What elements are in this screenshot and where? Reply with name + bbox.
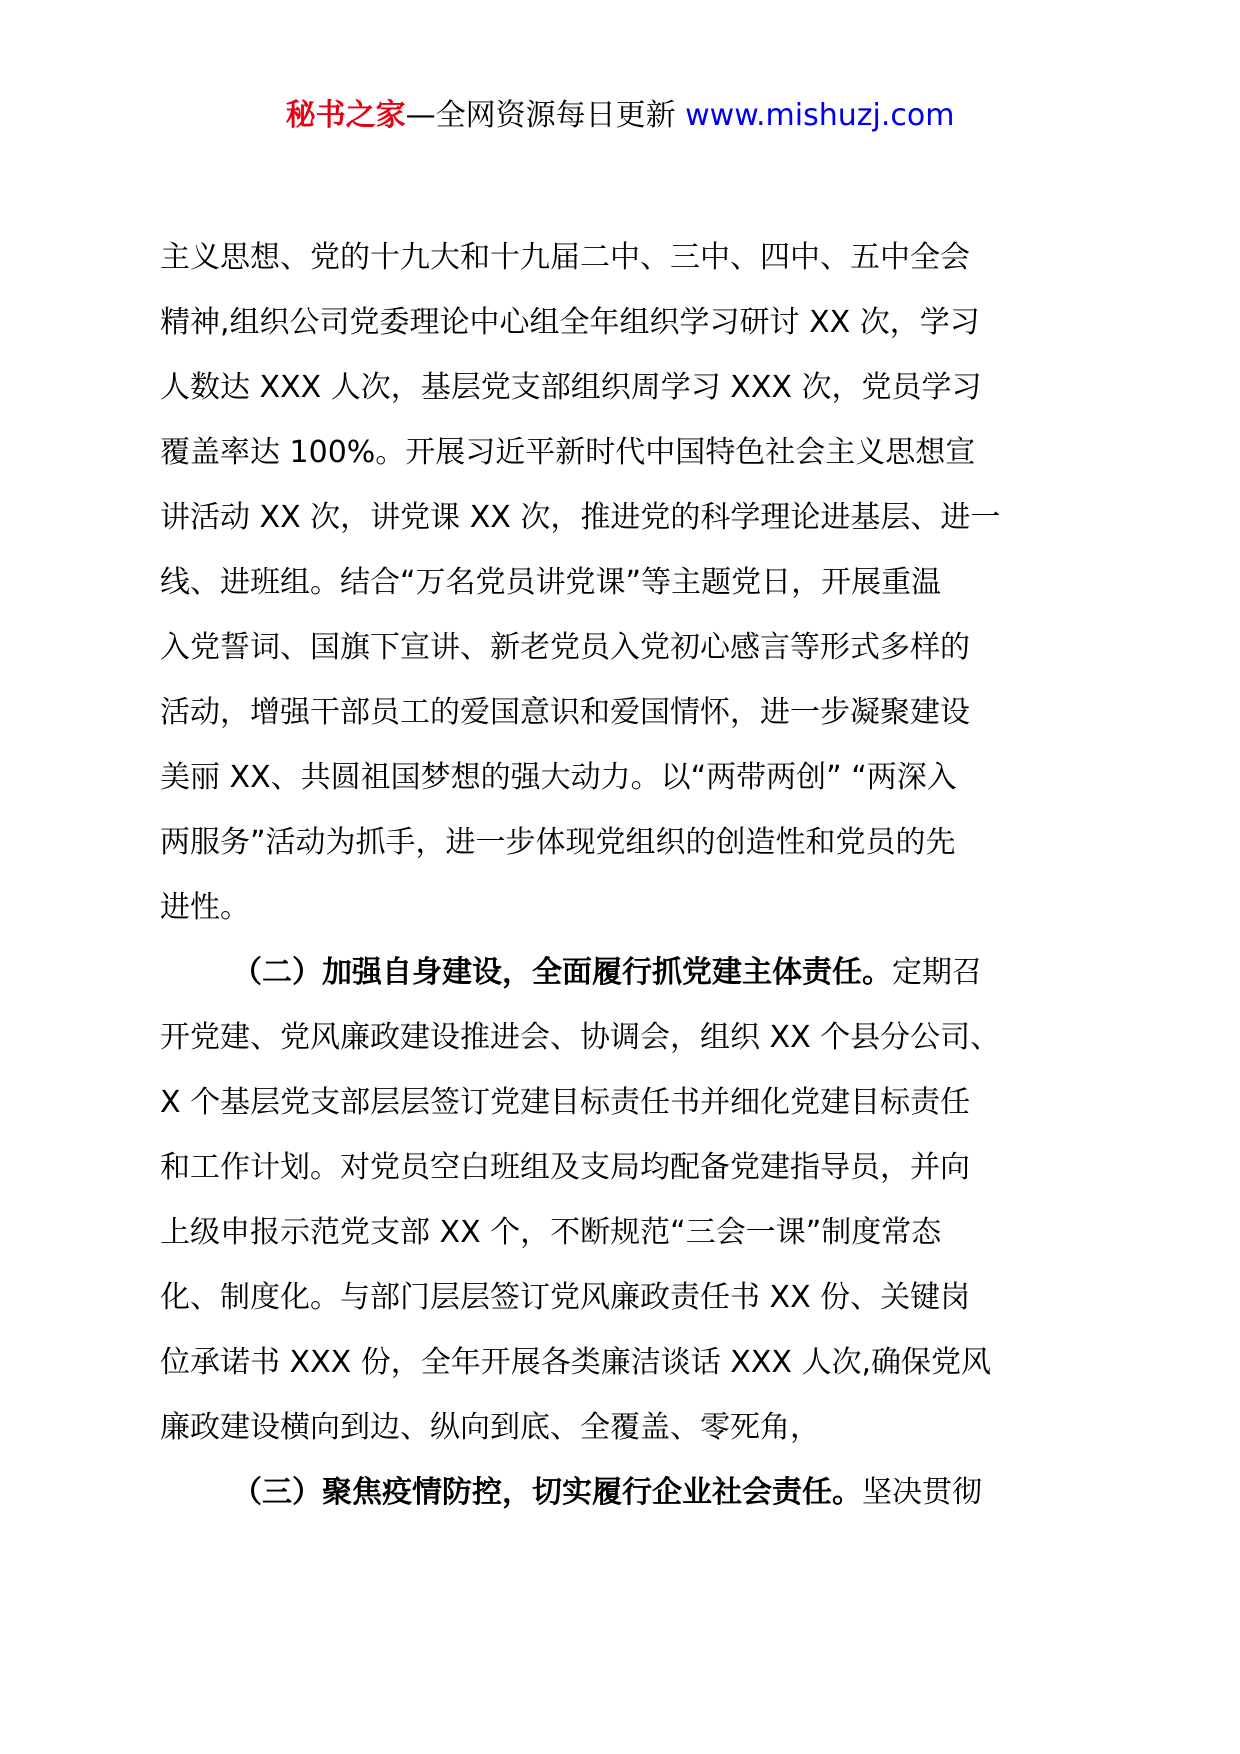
site-url-link[interactable]: www.mishuzj.com — [685, 98, 955, 133]
text-line: 上级申报示范党支部 XX 个，不断规范“三会一课”制度常态 — [160, 1215, 942, 1250]
paragraph-1 — [160, 225, 1100, 940]
text-line: 主义思想、党的十九大和十九届二中、三中、四中、五中全会 — [160, 240, 970, 275]
text-line: 讲活动 XX 次，讲党课 XX 次，推进党的科学理论进基层、进一 — [160, 500, 1001, 535]
text-line: 位承诺书 XXX 份，全年开展各类廉洁谈话 XXX 人次,确保党风 — [160, 1345, 991, 1380]
text-line: 化、制度化。与部门层层签订党风廉政责任书 XX 份、关键岗 — [160, 1280, 971, 1315]
text-line: 开党建、党风廉政建设推进会、协调会，组织 XX 个县分公司、 — [160, 1020, 1001, 1055]
text-line: 进性。 — [160, 890, 250, 925]
text-line: X 个基层党支部层层签订党建目标责任书并细化党建目标责任 — [160, 1085, 971, 1120]
section-heading-line — [160, 940, 1100, 1005]
site-header — [0, 96, 1240, 136]
text-line: 精神,组织公司党委理论中心组全年组织学习研讨 XX 次，学习 — [160, 305, 980, 340]
text-run: 定期召 — [892, 955, 982, 990]
paragraph-2 — [160, 940, 1100, 1460]
section-heading: （三）聚焦疫情防控，切实履行企业社会责任。 — [232, 1475, 862, 1510]
text-line: 廉政建设横向到边、纵向到底、全覆盖、零死角， — [160, 1410, 820, 1445]
text-line: 活动，增强干部员工的爱国意识和爱国情怀，进一步凝聚建设 — [160, 695, 970, 730]
text-line: 美丽 XX、共圆祖国梦想的强大动力。以“两带两创” “两深入 — [160, 760, 957, 795]
brand-name: 秘书之家 — [285, 98, 406, 133]
paragraph-3 — [160, 1460, 1100, 1525]
text-line: 两服务”活动为抓手，进一步体现党组织的创造性和党员的先 — [160, 825, 956, 860]
text-line: 和工作计划。对党员空白班组及支局均配备党建指导员，并向 — [160, 1150, 970, 1185]
text-run: 坚决贯彻 — [862, 1475, 982, 1510]
text-line: 入党誓词、国旗下宣讲、新老党员入党初心感言等形式多样的 — [160, 630, 970, 665]
section-heading: （二）加强自身建设，全面履行抓党建主体责任。 — [232, 955, 892, 990]
header-tagline: —全网资源每日更新 — [405, 98, 676, 133]
document-body — [160, 225, 1100, 1525]
section-heading-line — [160, 1460, 1100, 1525]
text-line: 覆盖率达 100%。开展习近平新时代中国特色社会主义思想宣 — [160, 435, 976, 470]
text-line: 线、进班组。结合“万名党员讲党课”等主题党日，开展重温 — [160, 565, 942, 600]
text-line: 人数达 XXX 人次，基层党支部组织周学习 XXX 次，党员学习 — [160, 370, 982, 405]
